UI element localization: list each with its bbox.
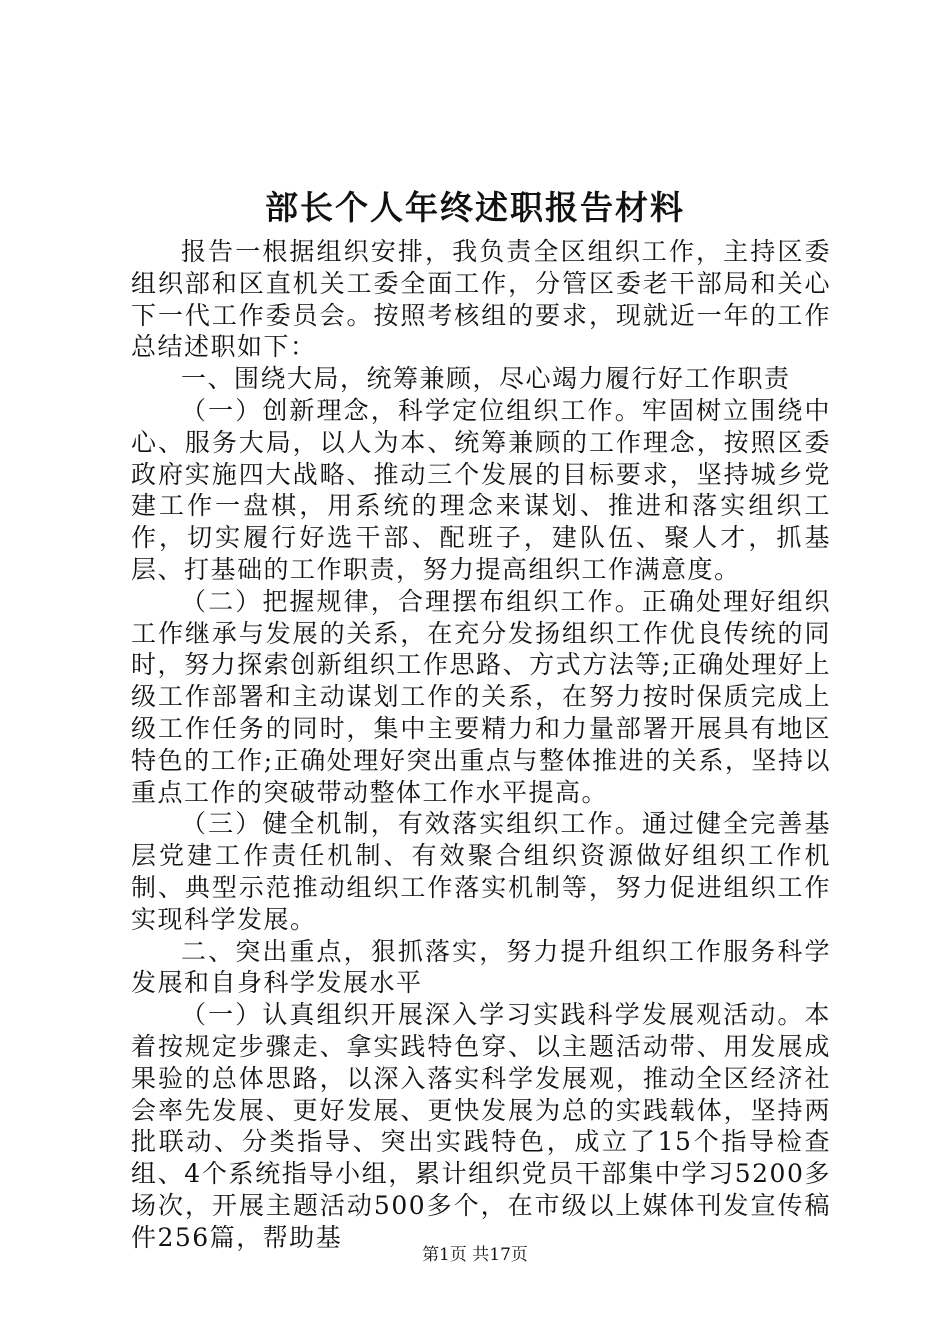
document-body <box>131 236 831 1254</box>
paragraph-intro: 报告一根据组织安排，我负责全区组织工作，主持区委组织部和区直机关工委全面工作，分管区委老干部局和关心下一代工作委员会。按照考核组的要求，现就近一年的工作总结述职如下： <box>131 237 831 362</box>
paragraph-2-1: （一）认真组织开展深入学习实践科学发展观活动。本着按规定步骤走、拿实践特色穿、以主题活动带、用发展成果验的总体思路，以深入落实科学发展观，推动全区经济社会率先发展、更好发展、更快发展为总的实践载体，坚持两批联动、分类指导、突出实践特色，成立了15个指导检查组、4个系统指导小组，累计组织党员干部集中学习5200多场次，开展主题活动500多个，在市级以上媒体刊发宣传稿件256篇，帮助基 <box>131 1000 831 1252</box>
page-footer: 第1页 共17页 <box>422 1245 528 1265</box>
section-heading-2: 二、突出重点，狠抓落实，努力提升组织工作服务科学发展和自身科学发展水平 <box>131 936 831 998</box>
paragraph-1-2: （二）把握规律，合理摆布组织工作。正确处理好组织工作继承与发展的关系，在充分发扬组织工作优良传统的同时，努力探索创新组织工作思路、方式方法等;正确处理好上级工作部署和主动谋划工作的关系，在努力按时保质完成上级工作任务的同时，集中主要精力和力量部署开展具有地区特色的工作;正确处理好突出重点与整体推进的关系，坚持以重点工作的突破带动整体工作水平提高。 <box>131 586 831 807</box>
paragraph-1-1: （一）创新理念，科学定位组织工作。牢固树立围绕中心、服务大局，以人为本、统筹兼顾的工作理念，按照区委政府实施四大战略、推动三个发展的目标要求，坚持城乡党建工作一盘棋，用系统的理念来谋划、推进和落实组织工作，切实履行好选干部、配班子，建队伍、聚人才，抓基层、打基础的工作职责，努力提高组织工作满意度。 <box>131 395 831 584</box>
paragraph-1-3: （三）健全机制，有效落实组织工作。通过健全完善基层党建工作责任机制、有效聚合组织资源做好组织工作机制、典型示范推动组织工作落实机制等，努力促进组织工作实现科学发展。 <box>131 809 831 934</box>
document-title: 部长个人年终述职报告材料 <box>265 188 685 227</box>
section-heading-1: 一、围绕大局，统筹兼顾，尽心竭力履行好工作职责 <box>181 364 791 394</box>
